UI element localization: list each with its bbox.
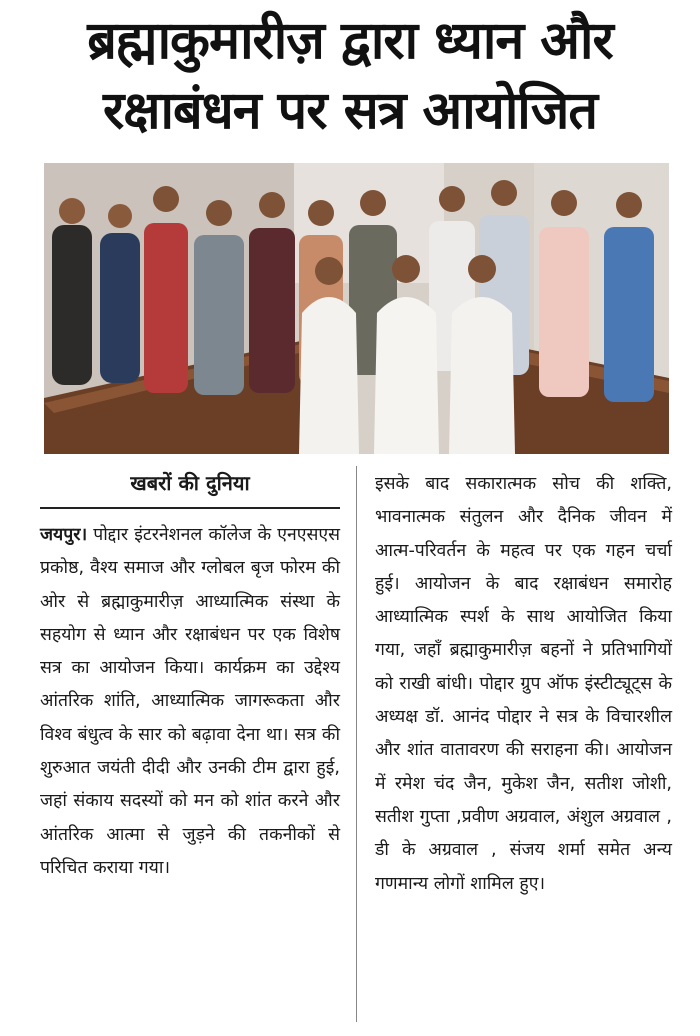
heading-rule (40, 507, 340, 509)
article-column-right (375, 466, 672, 901)
article-left-body: पोद्दार इंटरनेशनल कॉलेज के एनएसएस प्रकोष्ठ, वैश्य समाज और ग्लोबल बृज फोरम की ओर से ब्रह्माकुमारीज़ आध्यात्मिक संस्था के सहयोग से ध्यान और रक्षाबंधन पर एक विशेष सत्र का आयोजन किया। कार्यक्रम का उद्देश्य आंतरिक शांति, आध्यात्मिक जागरूकता और विश्व बंधुत्व के सार को बढ़ावा देना था। सत्र की शुरुआत जयंती दीदी और उनकी टीम द्वारा हुई, जहां संकाय सदस्यों को मन को शांत करने और आंतरिक आत्मा से जुड़ने की तकनीकों से परिचित कराया गया। (40, 525, 340, 878)
dateline: जयपुर। (40, 525, 88, 545)
headline-line-1: ब्रह्माकुमारीज़ द्वारा ध्यान और (87, 11, 613, 71)
article-column-left (40, 466, 340, 885)
headline-line-2: रक्षाबंधन पर सत्र आयोजित (103, 81, 597, 141)
column-heading: खबरों की दुनिया (130, 471, 250, 495)
article-left-text (40, 519, 340, 885)
group-photo (44, 163, 669, 454)
column-divider (356, 466, 357, 1022)
headline (0, 6, 700, 146)
article-right-text: इसके बाद सकारात्मक सोच की शक्ति, भावनात्मक संतुलन और दैनिक जीवन में आत्म-परिवर्तन के महत्व पर एक गहन चर्चा हुई। आयोजन के बाद रक्षाबंधन समारोह आध्यात्मिक स्पर्श के साथ आयोजित किया गया, जहाँ ब्रह्माकुमारीज़ बहनों ने प्रतिभागियों को राखी बांधी। पोद्दार ग्रुप ऑफ इंस्टीट्यूट्स के अध्यक्ष डॉ. आनंद पोद्दार ने सत्र के विचारशील और शांत वातावरण की सराहना की। आयोजन में रमेश चंद जैन, मुकेश जैन, सतीश जोशी, सतीश गुप्ता ,प्रवीण अग्रवाल, अंशुल अग्रवाल , डी के अग्रवाल , संजय शर्मा समेत अन्य गणमान्य लोगों शामिल हुए। (375, 474, 672, 894)
